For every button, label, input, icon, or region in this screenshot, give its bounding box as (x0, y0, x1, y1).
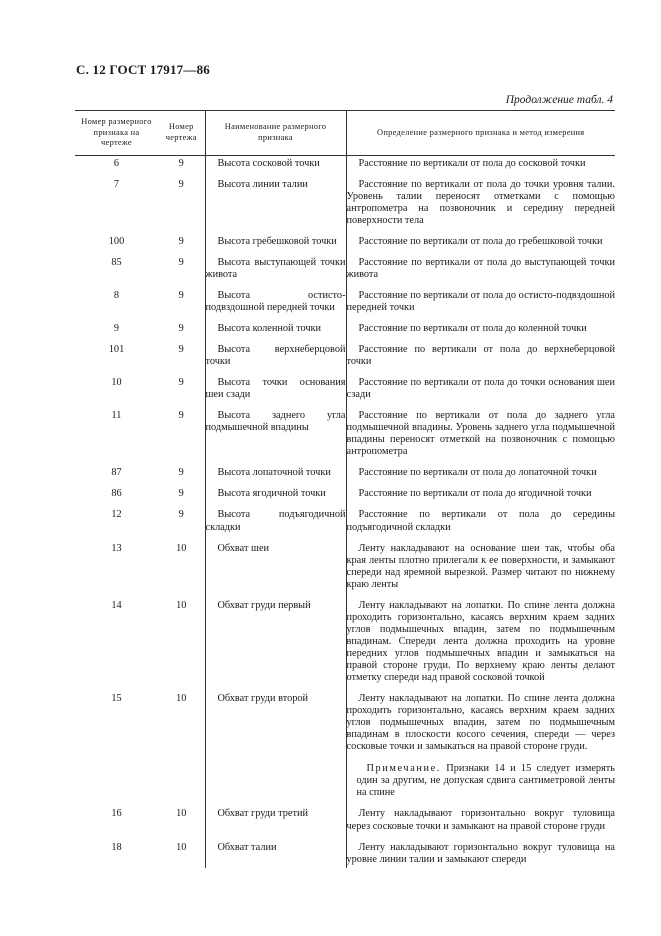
sign-name-cell (205, 541, 346, 598)
drawing-number-cell: 10 (176, 542, 187, 554)
definition-cell (346, 465, 615, 486)
definition-text: Ленту накладывают горизонтально вокруг туловища через сосковые точки и замыкают на правой стороне груди (346, 808, 615, 832)
sign-name-text: Обхват шеи (217, 542, 270, 554)
definition-text: Расстояние по вертикали от пола до остисто-подвздошной передней точки (346, 289, 615, 313)
sign-name-text: Обхват груди третий (217, 808, 308, 820)
table-row (75, 375, 615, 408)
drawing-number-cell: 9 (178, 289, 184, 301)
table-row (75, 465, 615, 486)
drawing-number-cell: 9 (178, 322, 184, 334)
table-row (75, 234, 615, 255)
definition-cell (346, 486, 615, 507)
definition-text: Расстояние по вертикали от пола до коленной точки (358, 322, 587, 334)
drawing-number-cell: 10 (176, 808, 187, 820)
sign-name-text: Обхват груди второй (217, 693, 309, 705)
definition-text: Расстояние по вертикали от пола до выступающей точки живота (346, 256, 615, 280)
definition-cell (346, 234, 615, 255)
definition-text: Расстояние по вертикали от пола до середины подъягодичной складки (346, 509, 615, 533)
sign-name-cell (205, 408, 346, 465)
table-continuation-label: Продолжение табл. 4 (505, 94, 613, 106)
table-row (75, 541, 615, 598)
definition-text: Расстояние по вертикали от пола до гребешковой точки (358, 235, 603, 247)
sign-number-cell: 10 (111, 377, 122, 389)
definition-text: Расстояние по вертикали от пола до лопаточной точки (358, 467, 597, 479)
header-sign-name: Наименование размерного признака (205, 111, 346, 156)
definition-cell (346, 541, 615, 598)
sign-name-cell (205, 486, 346, 507)
header-definition: Определение размерного признака и метод измерения (346, 111, 615, 156)
table-row (75, 691, 615, 806)
sign-name-text: Высота выступающей точки живота (205, 256, 346, 280)
table-row (75, 840, 615, 868)
note-body: Признаки 14 и 15 следует измерять один за другим, не допуская сдвига сантиметровой ленты на спине (356, 763, 615, 799)
sign-name-text: Высота лопаточной точки (217, 467, 331, 479)
drawing-number-cell: 10 (176, 841, 187, 853)
sign-name-cell (205, 155, 346, 177)
sign-name-text: Высота линии талии (217, 178, 308, 190)
sign-number-cell: 7 (113, 178, 120, 190)
header-drawing-number: Номер чертежа (158, 111, 205, 156)
drawing-number-cell: 10 (176, 599, 187, 611)
drawing-number-cell: 9 (178, 256, 184, 268)
sign-number-cell: 11 (111, 410, 122, 422)
definition-cell (346, 806, 615, 839)
sign-name-cell (205, 177, 346, 234)
definition-cell (346, 288, 615, 321)
table-row (75, 255, 615, 288)
sign-name-cell (205, 255, 346, 288)
sign-number-cell: 6 (113, 157, 120, 169)
sign-name-cell (205, 234, 346, 255)
note-text (347, 753, 616, 799)
definition-text: Расстояние по вертикали от пола до верхнеберцовой точки (346, 344, 615, 368)
table-row (75, 288, 615, 321)
sign-number-cell: 18 (111, 841, 122, 853)
sign-name-cell (205, 691, 346, 806)
sign-number-cell: 15 (111, 693, 122, 705)
definition-text: Расстояние по вертикали от пола до точки основания шеи сзади (346, 377, 615, 401)
page-header: С. 12 ГОСТ 17917—86 (76, 62, 210, 77)
sign-name-text: Высота подъягодичной складки (205, 509, 346, 533)
sign-name-text: Высота точки основания шеи сзади (205, 377, 346, 401)
table-row (75, 321, 615, 342)
drawing-number-cell: 9 (178, 410, 184, 422)
table-row (75, 408, 615, 465)
measurement-table (75, 110, 615, 868)
sign-name-text: Высота заднего угла подмышечной впадины (205, 410, 346, 434)
table-row (75, 806, 615, 839)
definition-text: Расстояние по вертикали от пола до точки уровня талии. Уровень талии переносят отметками с помощью антропометра на позвоночник и середину передней поверхности тела (346, 178, 615, 226)
definition-cell (346, 598, 615, 691)
drawing-number-cell: 9 (178, 467, 184, 479)
sign-name-text: Высота сосковой точки (217, 157, 320, 169)
sign-name-text: Высота верхнеберцовой точки (205, 344, 346, 368)
table-header-row (75, 111, 615, 156)
drawing-number-cell: 9 (178, 157, 184, 169)
definition-text: Ленту накладывают на основание шеи так, чтобы оба края ленты плотно прилегали к ее поверхности, и замыкают спереди над яремной вырезкой. Размер читают по нижнему краю ленты (346, 542, 615, 590)
sign-name-cell (205, 840, 346, 868)
header-sign-number: Номер размерного признака на чертеже (75, 111, 158, 156)
table-row (75, 507, 615, 540)
sign-name-text: Высота гребешковой точки (217, 235, 337, 247)
definition-cell (346, 255, 615, 288)
definition-text: Ленту накладывают горизонтально вокруг туловища на уровне линии талии и замыкают спереди (346, 841, 615, 865)
definition-text: Ленту накладывают на лопатки. По спине лента должна проходить горизонтально, касаясь верхним краем задних углов подмышечных впадин, затем по подмышечным впадинам в плоскости косого сечения, спереди — через сосковые точки и замыкаться на правой стороне груди. (346, 693, 615, 753)
drawing-number-cell: 9 (178, 488, 184, 500)
definition-text: Ленту накладывают на лопатки. По спине лента должна проходить горизонтально, касаясь верхним краем задних углов подмышечных впадин, затем по подмышечным впадинам. Спереди лента должна проходить на уровне передних углов подмышечных впадин и замыкаться на правой стороне груди. По верхнему краю ленты делают отметку спереди над правой сосковой точкой (346, 599, 615, 684)
drawing-number-cell: 9 (178, 178, 184, 190)
drawing-number-cell: 9 (178, 509, 184, 521)
sign-number-cell: 14 (111, 599, 122, 611)
sign-name-text: Высота коленной точки (217, 322, 322, 334)
sign-name-cell (205, 806, 346, 839)
definition-cell (346, 375, 615, 408)
drawing-number-cell: 9 (178, 377, 184, 389)
sign-number-cell: 13 (111, 542, 122, 554)
definition-cell (346, 177, 615, 234)
sign-number-cell: 8 (113, 289, 120, 301)
sign-number-cell: 101 (108, 344, 125, 356)
sign-number-cell: 87 (111, 467, 122, 479)
sign-number-cell: 9 (113, 322, 120, 334)
table-body (75, 155, 615, 868)
sign-number-cell: 16 (111, 808, 122, 820)
definition-cell (346, 507, 615, 540)
definition-cell (346, 840, 615, 868)
sign-name-cell (205, 288, 346, 321)
definition-cell (346, 155, 615, 177)
definition-text: Расстояние по вертикали от пола до сосковой точки (358, 157, 586, 169)
table-row (75, 342, 615, 375)
table-row (75, 177, 615, 234)
sign-number-cell: 85 (111, 256, 122, 268)
sign-name-cell (205, 342, 346, 375)
drawing-number-cell: 10 (176, 693, 187, 705)
sign-number-cell: 12 (111, 509, 122, 521)
sign-name-text: Обхват талии (217, 841, 277, 853)
sign-name-cell (205, 598, 346, 691)
definition-cell (346, 408, 615, 465)
sign-name-cell (205, 507, 346, 540)
table-row (75, 598, 615, 691)
sign-name-text: Обхват груди первый (217, 599, 311, 611)
sign-number-cell: 86 (111, 488, 122, 500)
sign-name-cell (205, 375, 346, 408)
definition-cell (346, 691, 615, 806)
sign-name-cell (205, 465, 346, 486)
table-row (75, 155, 615, 177)
definition-cell (346, 321, 615, 342)
sign-name-cell (205, 321, 346, 342)
table-row (75, 486, 615, 507)
drawing-number-cell: 9 (178, 235, 184, 247)
sign-name-text: Высота ягодичной точки (217, 488, 326, 500)
definition-text: Расстояние по вертикали от пола до заднего угла подмышечной впадины. Уровень заднего угла подмышечной впадины переносят отметкой на позвоночник с помощью антропометра (346, 410, 615, 458)
sign-number-cell: 100 (108, 235, 125, 247)
note-lead: Примечание. (366, 763, 441, 775)
definition-text: Расстояние по вертикали от пола до ягодичной точки (358, 488, 592, 500)
definition-cell (346, 342, 615, 375)
drawing-number-cell: 9 (178, 344, 184, 356)
sign-name-text: Высота остисто-подвздошной передней точки (205, 289, 346, 313)
